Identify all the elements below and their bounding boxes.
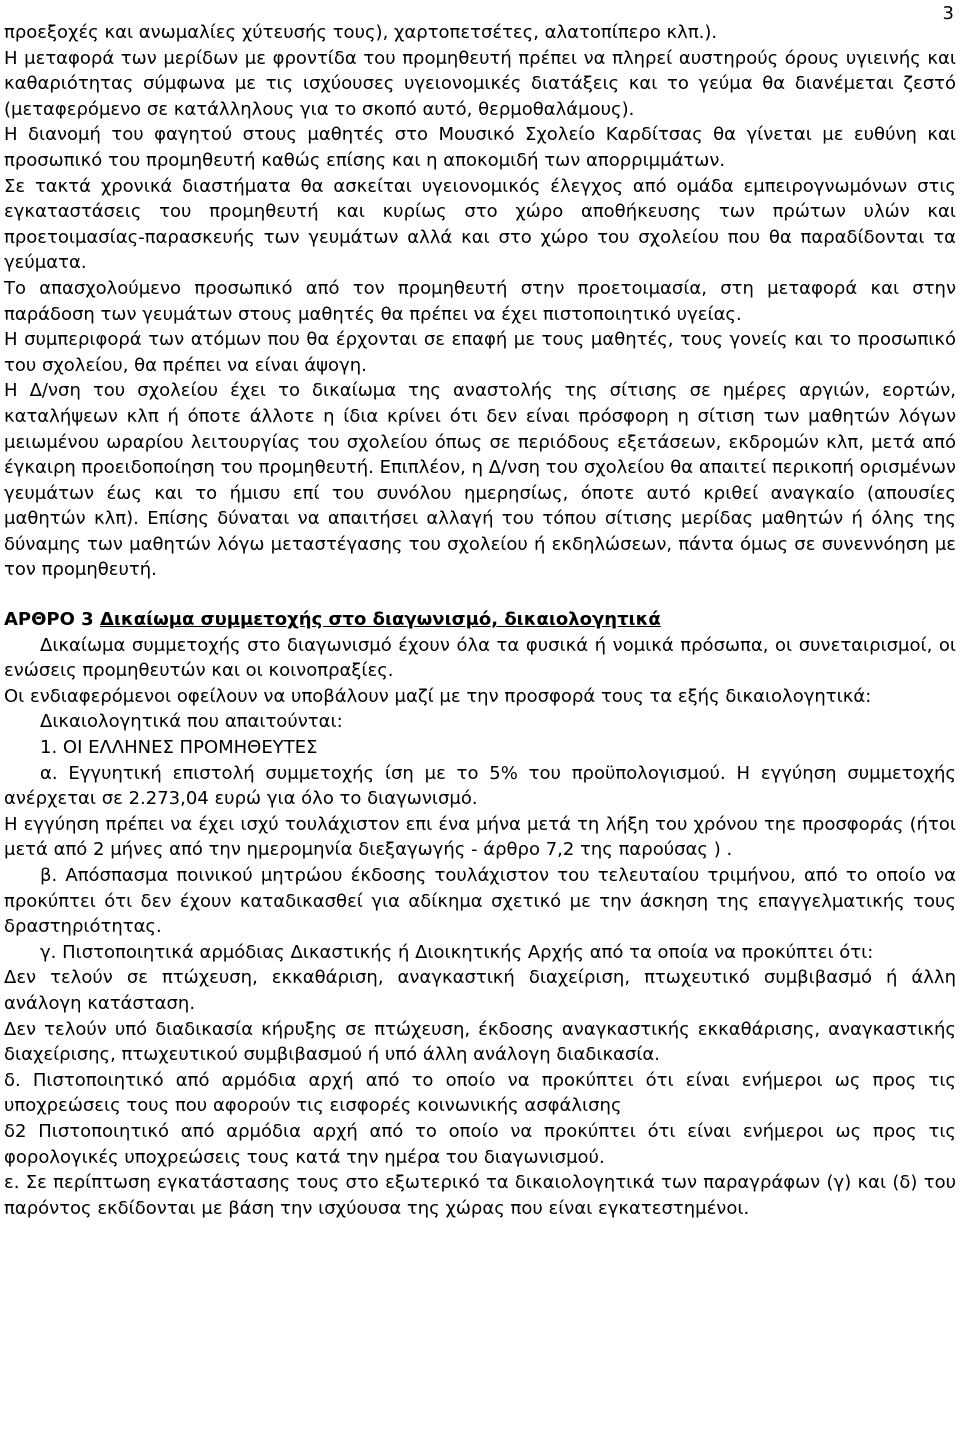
paragraph: Δεν τελούν σε πτώχευση, εκκαθάριση, αναγκαστική διαχείριση, πτωχευτικό συμβιβασμό ή άλλη ανάλογη κατάσταση. — [4, 967, 956, 1014]
page-number: 3 — [942, 3, 954, 24]
list-heading: Δικαιολογητικά που απαιτούνται: — [40, 711, 343, 733]
paragraph: Δικαίωμα συμμετοχής στο διαγωνισμό έχουν όλα τα φυσικά ή νομικά πρόσωπα, οι συνεταιρισμοί, οι ενώσεις προμηθευτών και οι κοινοπραξίες. — [4, 634, 956, 682]
paragraph: Η Δ/νση του σχολείου έχει το δικαίωμα της αναστολής της σίτισης σε ημέρες αργιών, εορτών, καταλήψεων κλπ ή όποτε άλλοτε η ίδια κρίνει ότι δεν είναι πρόσφορη η σίτιση των μαθητών λόγων μειωμένου ωραρίου λειτουργίας του σχολείου όπως σε περιόδους εξετάσεων, εκδρομών κλπ, μετά από έγκαιρη προειδοποίηση του προμηθευτή. Επιπλέον, η Δ/νση του σχολείου θα απαιτεί περικοπή ορισμένων γευμάτων έως και το ήμισυ επί του συνόλου ημερησίως, όποτε αυτό κριθεί αναγκαίο (απουσίες μαθητών κλπ). Επίσης δύναται να απαιτήσει αλλαγή του τόπου σίτισης μερίδας μαθητών ή όλης της δύναμης των μαθητών λόγω μεταστέγασης του σχολείου ή εκδηλώσεων, πάντα όμως σε συνεννόηση με τον προμηθευτή. — [4, 380, 956, 581]
list-item: ε. Σε περίπτωση εγκατάστασης τους στο εξωτερικό τα δικαιολογητικά των παραγράφων (γ) και (δ) του παρόντος εκδίδονται με βάση την ισχύουσα της χώρας που είναι εγκατεστημένοι. — [4, 1172, 956, 1219]
paragraph: Η μεταφορά των μερίδων με φροντίδα του προμηθευτή πρέπει να πληρεί αυστηρούς όρους υγιεινής και καθαριότητας σύμφωνα με τις ισχύουσες υγειονομικές διατάξεις και το γεύμα θα διανέμεται ζεστό (μεταφερόμενο σε κατάλληλους για το σκοπό αυτό, θερμοθαλάμους). — [4, 47, 956, 120]
list-item: γ. Πιστοποιητικά αρμόδιας Δικαστικής ή Διοικητικής Αρχής από τα οποία να προκύπτει ότι: — [40, 941, 874, 963]
spacer — [4, 583, 956, 607]
paragraph: Η διανομή του φαγητού στους μαθητές στο Μουσικό Σχολείο Καρδίτσας θα γίνεται με ευθύνη και προσωπικό του προμηθευτή καθώς επίσης και η αποκομιδή των απορριμμάτων. — [4, 124, 956, 171]
paragraph: Οι ενδιαφερόμενοι οφείλουν να υποβάλουν μαζί με την προσφορά τους τα εξής δικαιολογητικά: — [4, 685, 872, 707]
paragraph: Το απασχολούμενο προσωπικό από τον προμηθευτή στην προετοιμασία, στη μεταφορά και στην παράδοση των γευμάτων στους μαθητές θα πρέπει να έχει πιστοποιητικό υγείας. — [4, 277, 956, 325]
paragraph: Δεν τελούν υπό διαδικασία κήρυξης σε πτώχευση, έκδοσης αναγκαστικής εκκαθάρισης, αναγκαστικής διαχείρισης, πτωχευτικού συμβιβασμού ή υπό άλλη ανάλογη διαδικασία. — [4, 1018, 956, 1066]
article-prefix: ΑΡΘΡΟ 3 — [4, 609, 100, 631]
paragraph: Η συμπεριφορά των ατόμων που θα έρχονται σε επαφή με τους μαθητές, τους γονείς και το προσωπικό του σχολείου, θα πρέπει να είναι άψογη. — [4, 329, 956, 376]
paragraph: προεξοχές και ανωμαλίες χύτευσής τους), χαρτοπετσέτες, αλατοπίπερο κλπ.). — [4, 22, 718, 43]
article-title: Δικαίωμα συμμετοχής στο διαγωνισμό, δικαιολογητικά — [99, 609, 661, 631]
paragraph: Η εγγύηση πρέπει να έχει ισχύ τουλάχιστον επι ένα μήνα μετά τη λήξη του χρόνου τηε προσφοράς (ήτοι μετά από 2 μήνες από την ημερομηνία διεξαγωγής - άρθρο 7,2 της παρούσας ) . — [4, 813, 956, 861]
list-item: α. Εγγυητική επιστολή συμμετοχής ίση με το 5% του προϋπολογισμού. Η εγγύηση συμμετοχής ανέρχεται σε 2.273,04 ευρώ για όλο το διαγωνισμό. — [4, 762, 956, 810]
list-item: δ. Πιστοποιητικό από αρμόδια αρχή από το οποίο να προκύπτει ότι είναι ενήμεροι ως προς τις υποχρεώσεις τους που αφορούν τις εισφορές κοινωνικής ασφάλισης — [4, 1069, 956, 1117]
list-item: β. Απόσπασμα ποινικού μητρώου έκδοσης τουλάχιστον του τελευταίου τριμήνου, από το οποίο να προκύπτει ότι δεν έχουν καταδικασθεί για αδίκημα σχετικό με την άσκηση της επαγγελματικής τους δραστηριότητας. — [4, 865, 956, 938]
paragraph: Σε τακτά χρονικά διαστήματα θα ασκείται υγειονομικός έλεγχος από ομάδα εμπειρογνωμόνων στις εγκαταστάσεις του προμηθευτή και κυρίως στο χώρο αποθήκευσης των πρώτων υλών και προετοιμασίας-παρασκευής των γευμάτων αλλά και στο χώρο του σχολείου που θα παραδίδονται τα γεύματα. — [4, 175, 956, 274]
article-heading — [4, 607, 956, 633]
list-heading: 1. ΟΙ ΕΛΛΗΝΕΣ ΠΡΟΜΗΘΕΥΤΕΣ — [40, 737, 318, 759]
list-item: δ2 Πιστοποιητικό από αρμόδια αρχή από το οποίο να προκύπτει ότι είναι ενήμεροι ως προς τις φορολογικές υποχρεώσεις τους κατά την ημέρα του διαγωνισμού. — [4, 1120, 956, 1168]
